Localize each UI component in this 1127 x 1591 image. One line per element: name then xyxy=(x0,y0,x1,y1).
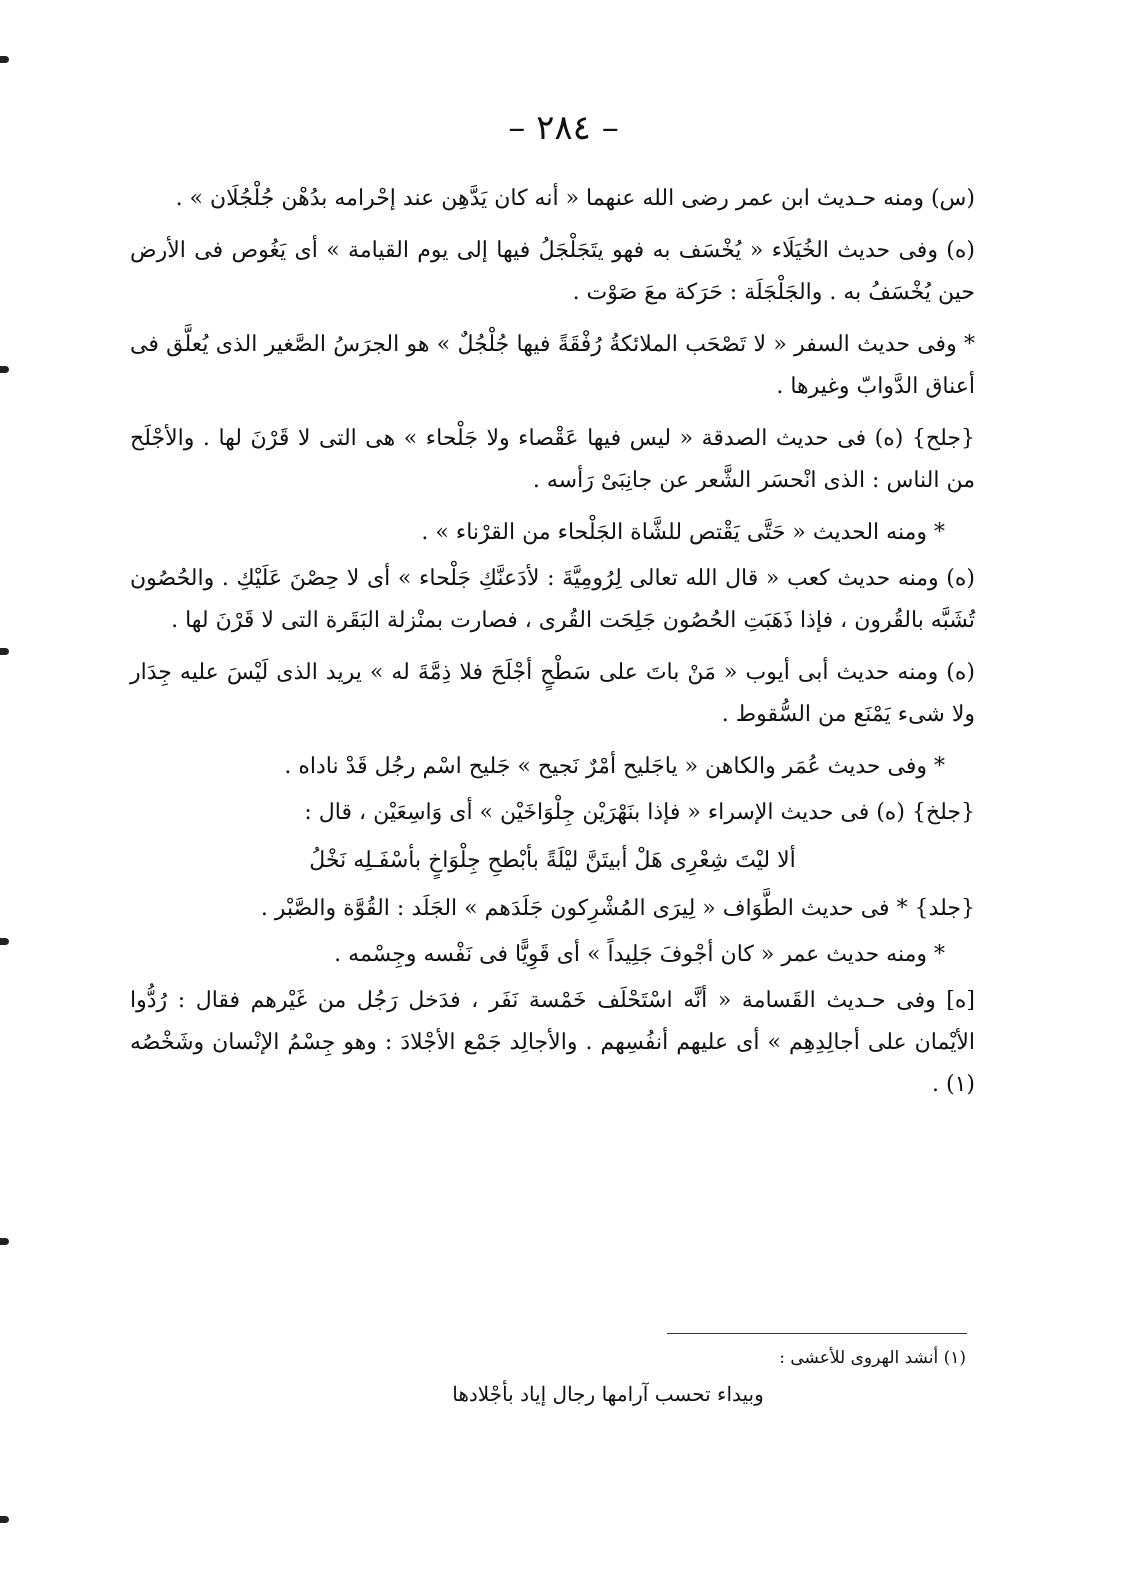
page-edge-mark xyxy=(0,1516,9,1523)
page-edge-mark xyxy=(0,56,9,63)
paragraph: (س) ومنه حـديث ابن عمر رضى الله عنهما « أنه كان يَدَّهِن عند إحْرامه بدُهْن جُلْجُلَان » . xyxy=(175,186,975,211)
paragraph: (ه) ومنه حديث كعب « قال الله تعالى لِرُومِيَّةَ : لأدَعنَّكِ جَلْحاء » أى لا حِصْنَ عَلَيْكِ . والحُصُون تُشَبَّه بالقُرون ، فإذا ذَهَبَتِ الحُصُون جَلِحَت القُرى ، فصارت بمنْزلة البَقَرة التى لا قَرْنَ لها . xyxy=(130,566,975,633)
page-edge-mark xyxy=(0,366,9,373)
entry-paragraph: {جلح} (ه) فى حديث الصدقة « ليس فيها عَقْصاء ولا جَلْحاء » هى التى لا قَرْنَ لها . والأجْلَح من الناس : الذى انْحسَر الشَّعر عن جانِبَىْ رَأسه . xyxy=(130,426,975,493)
page-edge-mark xyxy=(0,1238,9,1245)
entry-paragraph: {جلد} * فى حديث الطَّوَاف « لِيرَى المُشْرِكون جَلَدَهم » الجَلَد : القُوَّة والصَّبْر . xyxy=(260,896,975,921)
page-edge-mark xyxy=(0,938,9,945)
page-body xyxy=(130,178,975,1116)
paragraph: (ه) ومنه حديث أبى أيوب « مَنْ باتَ على سَطْحٍ أجْلَحَ فلا ذِمَّةَ له » يريد الذى لَيْسَ عليه جِدَار ولا شىء يَمْنَع من السُّقوط . xyxy=(130,660,975,727)
paragraph: (ه) وفى حديث الخُيَلَاء « يُخْسَف به فهو يتَجَلْجَلُ فيها إلى يوم القيامة » أى يَغُوص فى الأرض حين يُخْسَفُ به . والجَلْجَلَة : حَرَكة معَ صَوْت . xyxy=(130,238,975,305)
paragraph: * ومنه حديث عمر « كان أجْوفَ جَلِيداً » أى قَوِيًّا فى نَفْسه وجِسْمه . xyxy=(334,942,945,967)
footnotes xyxy=(130,1340,966,1412)
footnote-text: (١) أنشد الهروى للأعشى : xyxy=(779,1348,966,1368)
page-edge-mark xyxy=(0,648,9,655)
entry-paragraph: {جلخ} (ه) فى حديث الإسراء « فإذا بنَهْرَيْن جِلْوَاخَيْن » أى وَاسِعَيْن ، قال : xyxy=(304,800,975,825)
footnote-divider xyxy=(667,1333,967,1334)
paragraph: * وفى حديث عُمَر والكاهن « ياجَليح أمْرٌ نَجيح » جَليح اسْم رجُل قَدْ ناداه . xyxy=(284,754,945,779)
paragraph: [ه] وفى حـديث القَسامة « أنَّه اسْتَحْلَف خَمْسة نَفَر ، فدَخل رَجُل من غَيْرهم فقال : رُدُّوا الأيْمان على أجالِدِهِم » أى عليهم أنفُسِهم . والأجالِد جَمْع الأجْلادَ : وهو جِسْمُ الإنْسان وشَخْصُه (١) . xyxy=(130,988,975,1097)
footnote-verse: وبيداء تحسب آرامها رجال إياد بأجْلادها xyxy=(452,1382,764,1406)
poem-verse: ألا ليْتَ شِعْرِى هَلْ أبيتَنَّ ليْلَةً بأبْطحِ جِلْوَاخٍ بأسْفَـلِه نَخْلُ xyxy=(309,848,796,873)
page-number: – ٢٨٤ – xyxy=(508,108,619,148)
paragraph: * وفى حديث السفر « لا تَصْحَب الملائكةُ رُفْقَةً فيها جُلْجُلٌ » هو الجرَسُ الصَّغير الذى يُعلَّق فى أعناق الدَّوابّ وغيرها . xyxy=(130,332,975,399)
paragraph: * ومنه الحديث « حَتَّى يَقْتص للشَّاة الجَلْحاء من القرْناء » . xyxy=(421,520,945,545)
